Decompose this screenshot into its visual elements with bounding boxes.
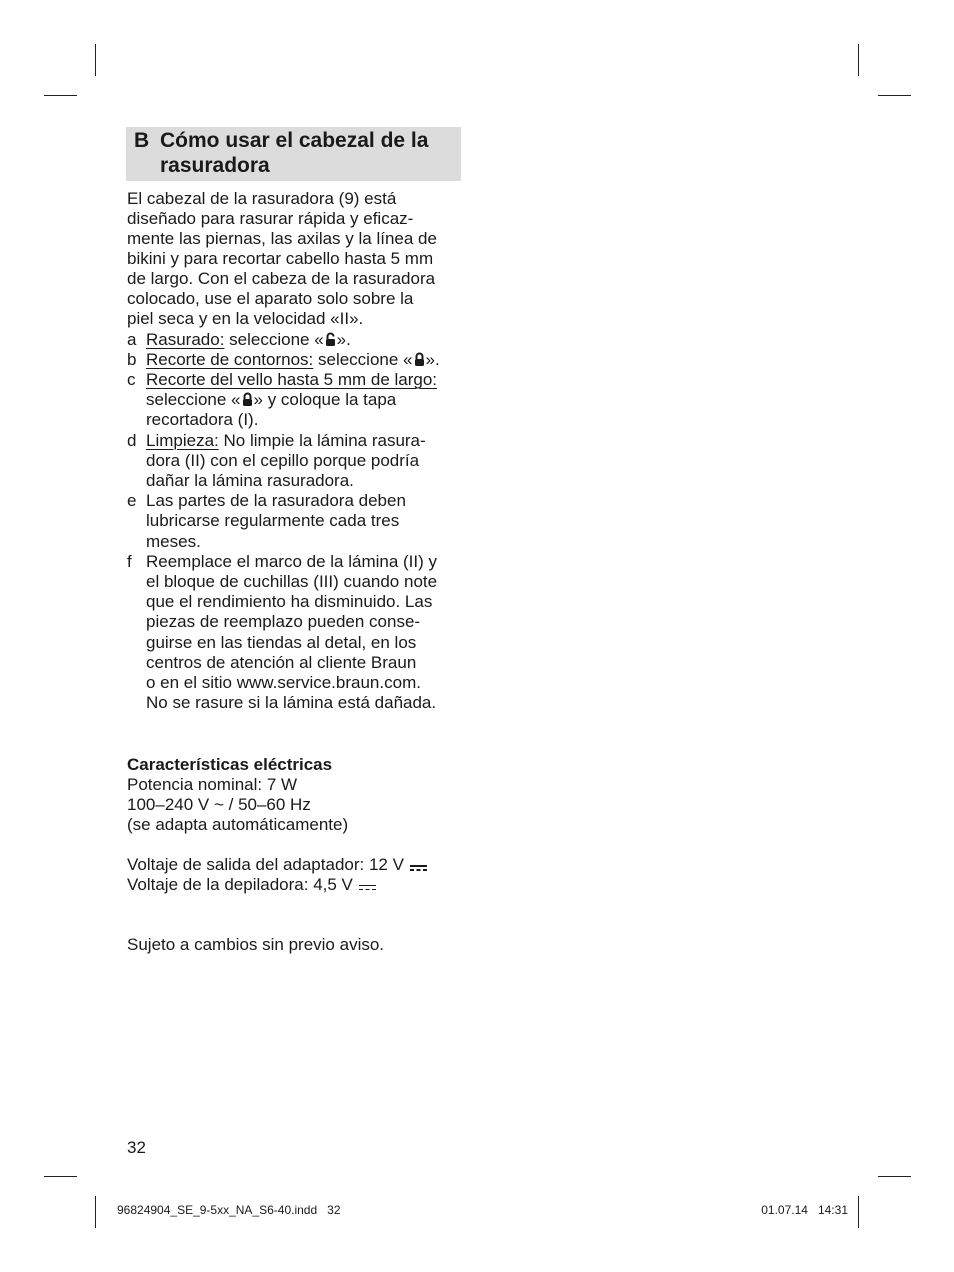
- crop-mark: [878, 95, 911, 96]
- auto-adapt-note: (se adapta automáticamente): [127, 815, 349, 834]
- lock-closed-icon: [414, 352, 425, 372]
- intro-line: diseñado para rasurar rápida y eficaz-: [127, 209, 414, 228]
- item-label: Rasurado:: [146, 330, 225, 349]
- item-line: piezas de reemplazo pueden conse-: [146, 612, 421, 631]
- electrical-heading: Características eléctricas: [127, 755, 333, 774]
- item-line: dañar la lámina rasuradora.: [146, 471, 354, 490]
- item-line: meses.: [146, 532, 201, 551]
- intro-line: El cabezal de la rasuradora (9) está: [127, 189, 397, 208]
- list-item-a: [146, 330, 351, 352]
- change-notice: Sujeto a cambios sin previo aviso.: [127, 935, 385, 954]
- crop-mark: [95, 44, 96, 76]
- item-text: ».: [336, 330, 351, 349]
- crop-mark: [858, 44, 859, 76]
- item-text: » y coloque la tapa: [253, 390, 397, 409]
- power-rating: Potencia nominal: 7 W: [127, 775, 298, 794]
- item-line: lubricarse regularmente cada tres: [146, 511, 400, 530]
- footer-filename: 96824904_SE_9-5xx_NA_S6-40.indd 32: [117, 1203, 341, 1217]
- intro-line: mente las piernas, las axilas y la línea de: [127, 229, 437, 248]
- item-text: seleccione «: [146, 390, 241, 409]
- item-letter: f: [127, 552, 132, 571]
- item-line: centros de atención al cliente Braun: [146, 653, 417, 672]
- item-letter: d: [127, 431, 137, 450]
- dc-symbol-icon: [410, 857, 427, 877]
- adapter-output: [127, 855, 428, 877]
- epilator-voltage-text: Voltaje de la depiladora: 4,5 V: [127, 875, 353, 894]
- item-letter: e: [127, 491, 137, 510]
- crop-mark: [878, 1176, 911, 1177]
- footer-datetime: 01.07.14 14:31: [761, 1203, 848, 1217]
- item-line: que el rendimiento ha disminuido. Las: [146, 592, 433, 611]
- item-line: el bloque de cuchillas (III) cuando note: [146, 572, 438, 591]
- intro-line: de largo. Con el cabeza de la rasuradora: [127, 269, 436, 288]
- crop-mark: [858, 1196, 859, 1228]
- section-header: [126, 127, 461, 181]
- section-title-line: rasuradora: [160, 154, 270, 177]
- crop-mark: [95, 1196, 96, 1228]
- item-line: recortadora (I).: [146, 410, 259, 429]
- dc-symbol-icon: [359, 877, 376, 897]
- section-letter: B: [134, 129, 150, 152]
- item-text: ».: [425, 350, 440, 369]
- item-label: Limpieza:: [146, 431, 219, 450]
- item-line: Reemplace el marco de la lámina (II) y: [146, 552, 438, 571]
- item-line: [146, 390, 396, 412]
- item-text: No limpie la lámina rasura-: [218, 431, 426, 450]
- item-line: Las partes de la rasuradora deben: [146, 491, 406, 510]
- item-text: seleccione «: [224, 330, 324, 349]
- item-letter: b: [127, 350, 137, 369]
- lock-open-icon: [325, 332, 336, 352]
- list-item-d: [146, 431, 426, 451]
- section-title: [160, 128, 428, 178]
- list-item-c: [146, 370, 437, 390]
- item-line: dora (II) con el cepillo porque podría: [146, 451, 420, 470]
- item-letter: a: [127, 330, 137, 349]
- item-label: Recorte de contornos:: [146, 350, 314, 369]
- item-label: Recorte del vello hasta 5 mm de largo:: [146, 370, 438, 389]
- epilator-voltage: [127, 875, 377, 897]
- page-number: 32: [127, 1138, 146, 1157]
- item-text: seleccione «: [313, 350, 413, 369]
- item-line: guirse en las tiendas al detal, en los: [146, 633, 417, 652]
- intro-line: piel seca y en la velocidad «II».: [127, 309, 364, 328]
- lock-closed-icon: [242, 392, 253, 412]
- item-letter: c: [127, 370, 136, 389]
- item-line: No se rasure si la lámina está dañada.: [146, 693, 437, 712]
- item-line: o en el sitio www.service.braun.com.: [146, 673, 421, 692]
- intro-line: colocado, use el aparato solo sobre la: [127, 289, 414, 308]
- crop-mark: [44, 1176, 77, 1177]
- intro-line: bikini y para recortar cabello hasta 5 mm: [127, 249, 434, 268]
- crop-mark: [44, 95, 77, 96]
- adapter-output-text: Voltaje de salida del adaptador: 12 V: [127, 855, 404, 874]
- list-item-b: [146, 350, 440, 372]
- section-title-line: Cómo usar el cabezal de la: [160, 129, 429, 152]
- input-voltage: 100–240 V ~ / 50–60 Hz: [127, 795, 311, 814]
